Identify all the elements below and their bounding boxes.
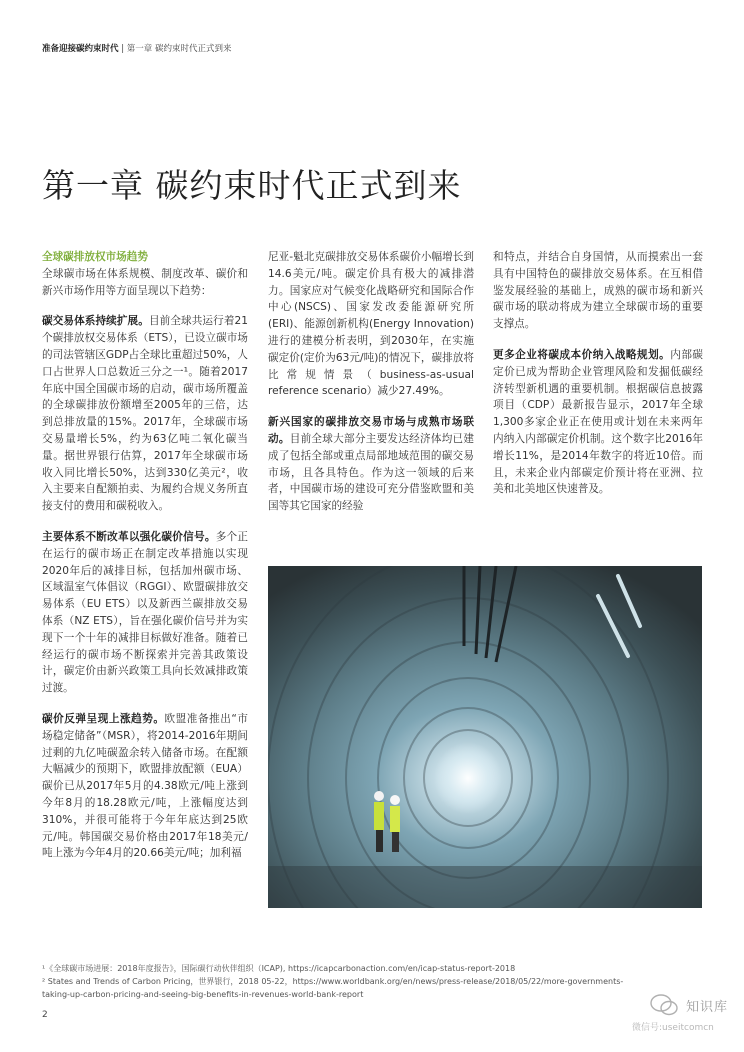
text-column-1 — [42, 249, 248, 876]
running-header — [42, 42, 232, 54]
tunnel-illustration — [268, 566, 702, 908]
section-heading: 全球碳排放权市场趋势 — [42, 251, 148, 263]
header-book-title: 准备迎接碳约束时代 — [42, 44, 119, 54]
paragraph-price-rebound — [42, 711, 248, 862]
wechat-icon — [650, 994, 678, 1016]
footnote-1: ¹《全球碳市场进展：2018年度报告》，国际碳行动伙伴组织（ICAP), https://icapcarbonaction.com/en/icap-status-report-2018 — [42, 964, 516, 973]
paragraph-body: 目前全球共运行着21个碳排放权交易体系（ETS），已设立碳市场的司法管辖区GDP占全球比重超过50%，人口占世界人口总数近三分之一¹。随着2017年底中国全国碳市场的启动，碳市场所覆盖的全球碳排放份额增至2005年的三倍，达到总排放量的15%。2017年，全球碳市场交易量增长5%，约为63亿吨二氧化碳当量。据世界银行估算，2017年全球碳市场收入同比增长50%，达到330亿美元²，收入主要来自配额拍卖、为履约合规义务所直接支付的费用和碳税收入。 — [42, 315, 248, 513]
watermark — [632, 994, 744, 1044]
watermark-name: 知识库 — [686, 1000, 729, 1015]
text-column-3 — [493, 249, 703, 512]
paragraph-internal-pricing — [493, 347, 703, 498]
paragraph-reform — [42, 529, 248, 697]
paragraph-lead: 碳价反弹呈现上涨趋势。 — [42, 712, 165, 725]
paragraph-lead: 更多企业将碳成本价纳入战略规划。 — [493, 348, 671, 361]
chapter-title: 第一章 碳约束时代正式到来 — [42, 166, 462, 205]
paragraph-body: 欧盟准备推出“市场稳定储备”（MSR），将2014-2016年期间过剩的九亿吨碳盈余转入储备市场。在配额大幅减少的预期下，欧盟排放配额（EUA）碳价已从2017年5月的4.38欧元/吨上涨到今年8月的18.28欧元/吨，上涨幅度达到310%，并很可能将于今年年底达到25欧元/吨。韩国碳交易价格由2017年18美元/吨上涨为今年4月的20.66美元/吨；加利福 — [42, 712, 248, 860]
header-chapter: 第一章 碳约束时代正式到来 — [126, 44, 232, 54]
paragraph-continued: 尼亚-魁北克碳排放交易体系碳价小幅增长到14.6美元/吨。碳定价具有极大的减排潜力。国家应对气候变化战略研究和国际合作中心(NSCS)、国家发改委能源研究所(ERI)、能源创新机构(Energy Innovation)进行的建模分析表明，到2030年，在实施碳定价(定价为63元/吨)的情况下，碳排放将比常规情景（business-as-usual reference scenario）减少27.49%。 — [268, 251, 474, 398]
paragraph-emerging-markets — [268, 414, 474, 515]
tunnel-photo — [268, 566, 702, 908]
paragraph-body: 目前全球大部分主要发达经济体均已建成了包括全部或重点局部地域范围的碳交易市场，且各具特色。作为这一领域的后来者，中国碳市场的建设可充分借鉴欧盟和美国等其它国家的经验 — [268, 432, 475, 513]
paragraph-body: 多个正在运行的碳市场正在制定改革措施以实现2020年后的减排目标，包括加州碳市场、区域温室气体倡议（RGGI）、欧盟碳排放交易体系（EU ETS）以及新西兰碳排放交易体系（NZ ETS），旨在强化碳价信号并为实现下一个十年的减排目标做好准备。随着已经运行的碳市场不断探索并完善其政策设计，碳定价由新兴政策工具向长效减排政策过渡。 — [42, 530, 249, 695]
text-column-2 — [268, 249, 474, 529]
watermark-account: 微信号:useitcomcn — [632, 1023, 714, 1033]
header-separator: | — [118, 44, 127, 54]
paragraph-ets-expansion — [42, 313, 248, 515]
intro-paragraph: 全球碳市场在体系规模、制度改革、碳价和新兴市场作用等方面呈现以下趋势： — [42, 267, 248, 297]
page-number: 2 — [42, 1010, 48, 1020]
paragraph-lead: 主要体系不断改革以强化碳价信号。 — [42, 530, 216, 543]
paragraph-lead: 碳交易体系持续扩展。 — [42, 315, 149, 328]
footnote-2-continued: taking-up-carbon-pricing-and-seeing-big-benefits-in-revenues-world-bank-report — [42, 990, 364, 999]
paragraph-continued: 和特点，并结合自身国情，从而摸索出一套具有中国特色的碳排放交易体系。在互相借鉴发展经验的基础上，成熟的碳市场和新兴碳市场的联动将成为建立全球碳市场的重要支撑点。 — [493, 251, 703, 331]
footnotes — [42, 962, 682, 1001]
paragraph-body: 内部碳定价已成为帮助企业管理风险和发掘低碳经济转型新机遇的重要机制。根据碳信息披露项目（CDP）最新报告显示，2017年全球1,300多家企业正在使用或计划在未来两年内纳入内部碳定价机制。这个数字比2016年增长11%，是2014年数字的将近10倍。而且，未来企业内部碳定价预计将在亚洲、拉美和北美地区快速普及。 — [493, 348, 703, 496]
paragraph-lead: 新兴国家的碳排放交易市场与成熟市场联动。 — [268, 416, 474, 445]
footnote-2: ² States and Trends of Carbon Pricing，世界银行，2018 05-22，https://www.worldbank.org/en/news/press-release/2018/05/22/more-governments- — [42, 977, 624, 986]
